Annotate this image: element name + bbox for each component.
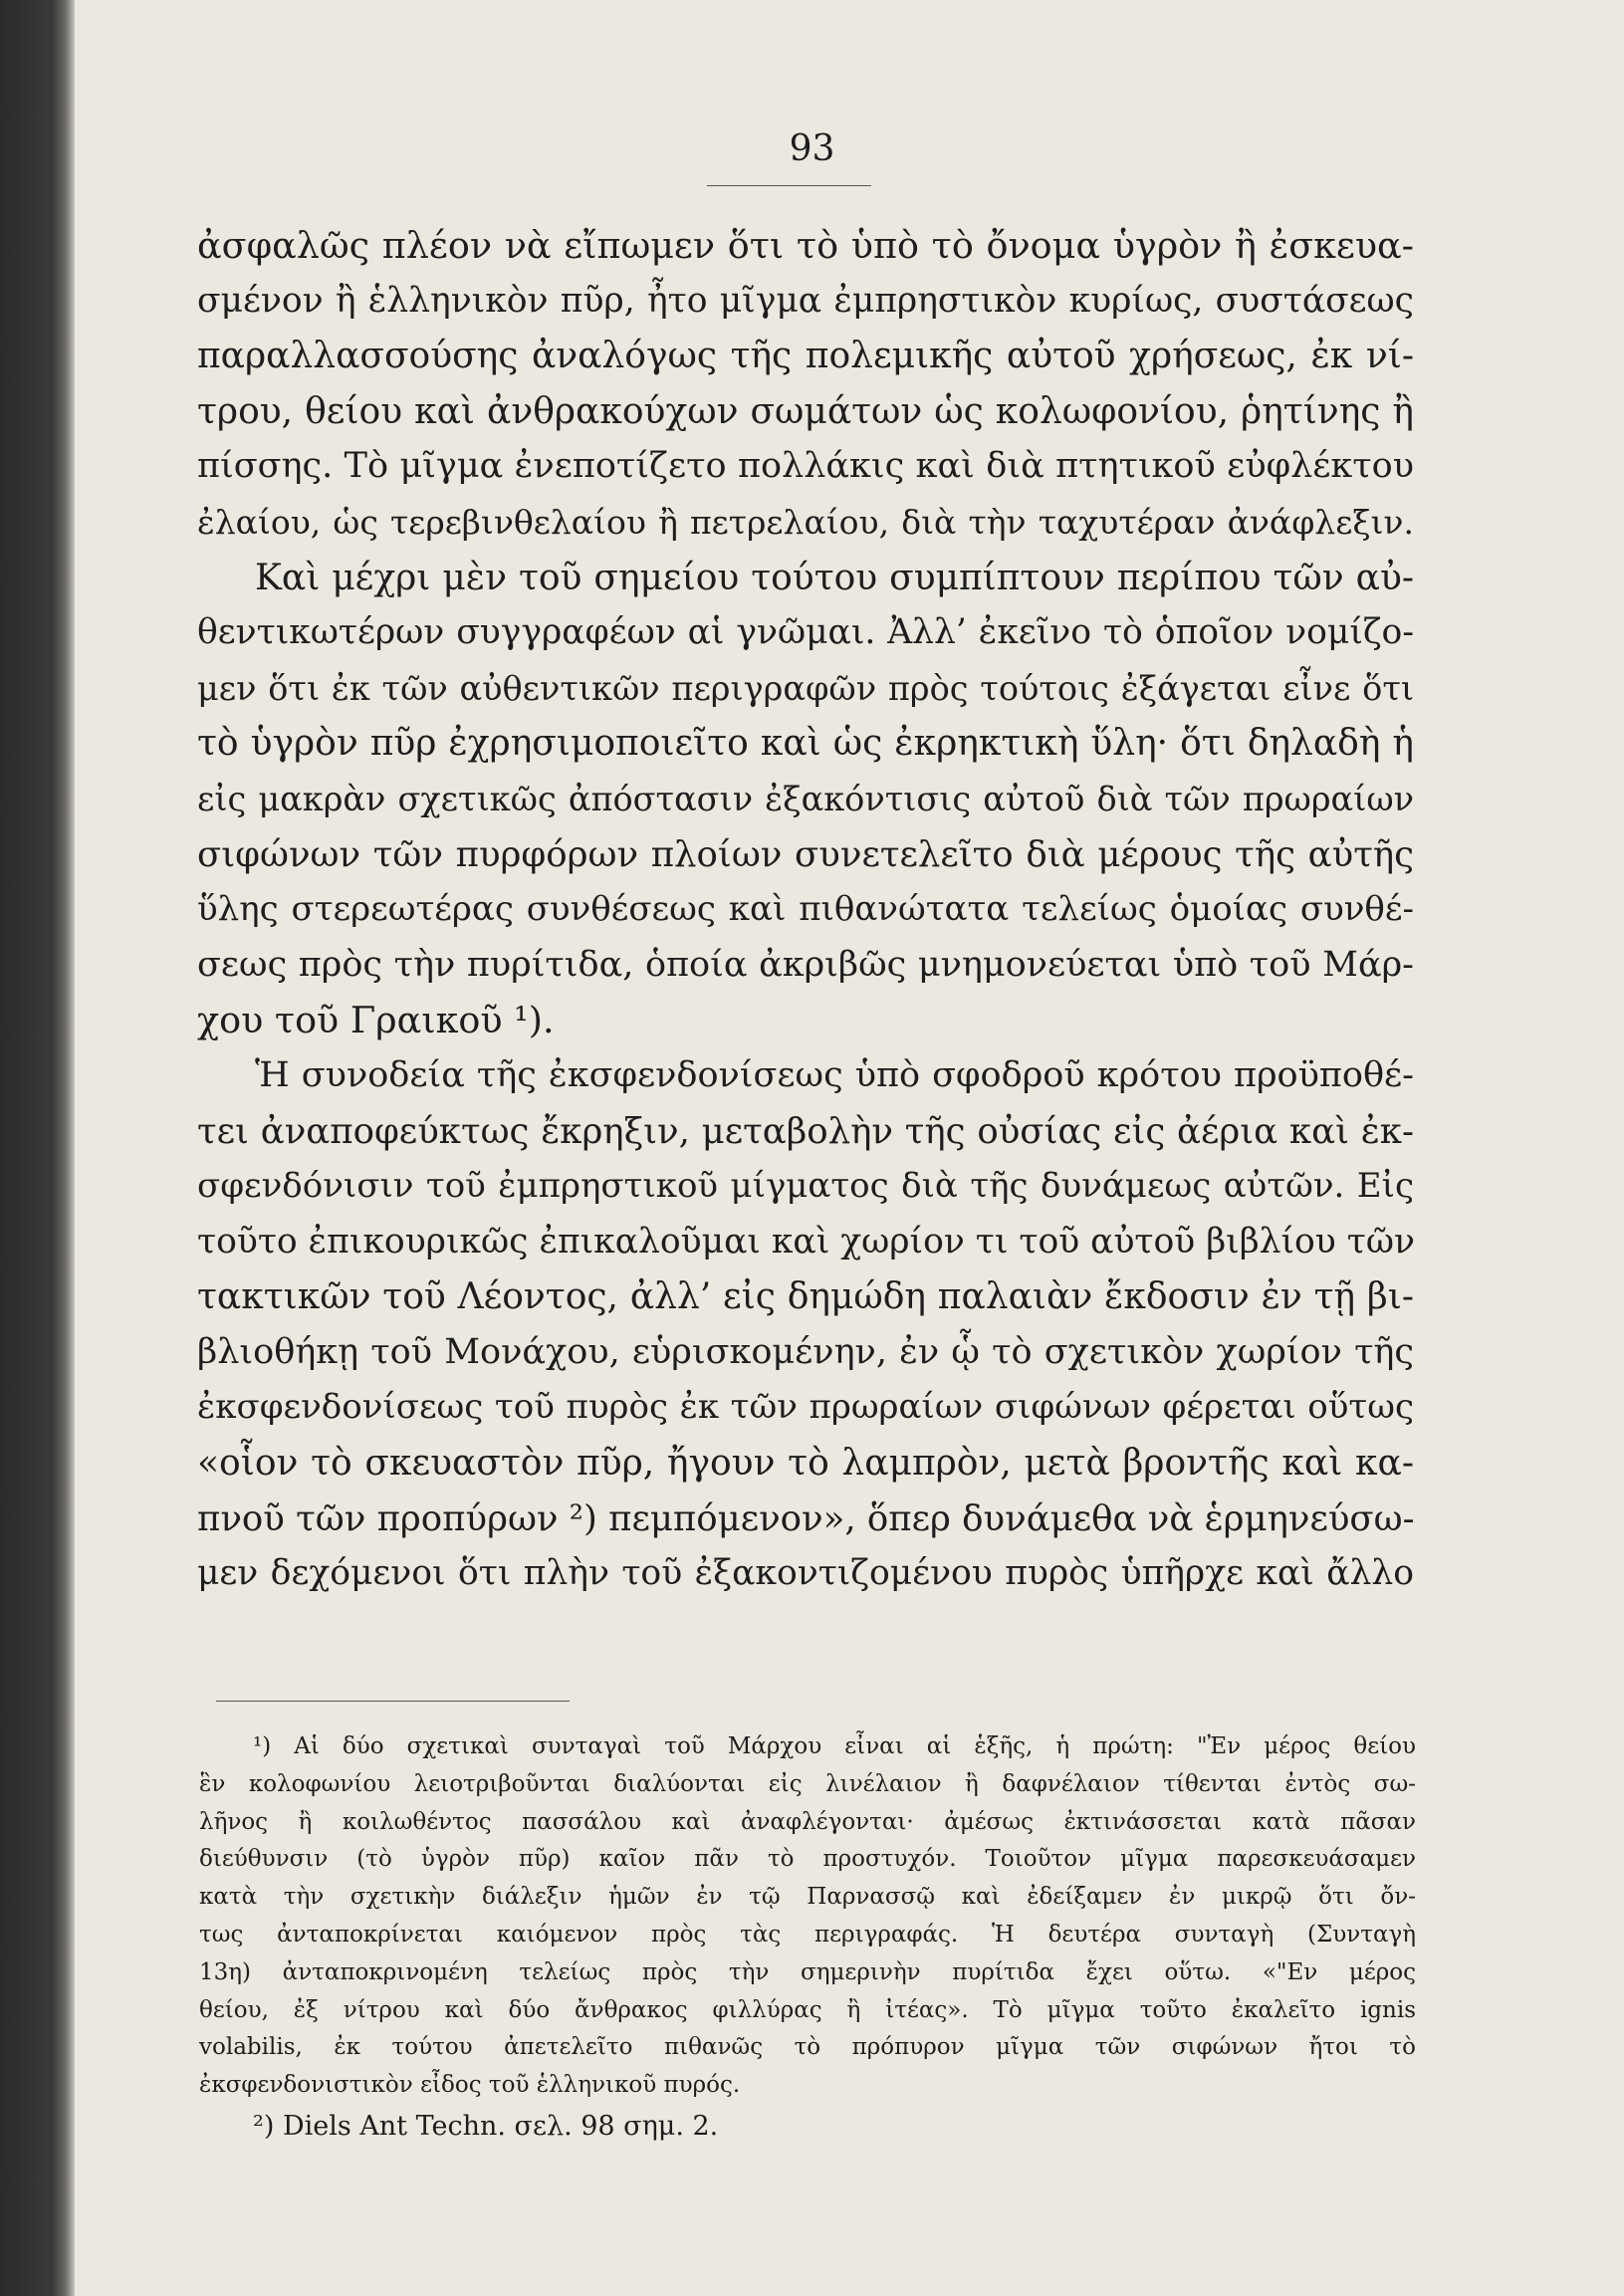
text-line: ἐλαίου, ὡς τερεβινθελαίου ἢ πετρελαίου, διὰ τὴν ταχυτέραν ἀνάφλεξιν.: [197, 502, 1414, 542]
text-line: τακτικῶν τοῦ Λέοντος, ἀλλ’ εἰς δημώδη παλαιὰν ἔκδοσιν ἐν τῇ βι-: [197, 1276, 1414, 1318]
footnote-rule: [216, 1701, 570, 1702]
footnote-1-line: ἓν κολοφωνίου λειοτριβοῦνται διαλύονται εἰς λινέλαιον ἢ δαφνέλαιον τίθενται ἐντὸς σω-: [199, 1770, 1416, 1797]
text-line: σεως πρὸς τὴν πυρίτιδα, ὁποία ἀκριβῶς μνημονεύεται ὑπὸ τοῦ Μάρ-: [197, 944, 1414, 985]
page-number-rule: [707, 185, 871, 186]
main-text: [197, 218, 1414, 1602]
footnote-2: ²) Diels Ant Techn. σελ. 98 σημ. 2.: [253, 2110, 719, 2142]
footnote-1-line: τως ἀνταποκρίνεται καιόμενον πρὸς τὰς περιγραφάς. Ἡ δευτέρα συνταγὴ (Συνταγὴ: [199, 1921, 1416, 1948]
text-line: ἐκσφενδονίσεως τοῦ πυρὸς ἐκ τῶν πρωραίων σιφώνων φέρεται οὕτως: [197, 1387, 1414, 1428]
text-line: παραλλασσούσης ἀναλόγως τῆς πολεμικῆς αὐτοῦ χρήσεως, ἐκ νί-: [197, 336, 1414, 377]
text-line: σμένον ἢ ἑλληνικὸν πῦρ, ἦτο μῖγμα ἐμπρηστικὸν κυρίως, συστάσεως: [197, 280, 1414, 321]
footnote-1-line: λῆνος ἢ κοιλωθέντος πασσάλου καὶ ἀναφλέγονται· ἀμέσως ἐκτινάσσεται κατὰ πᾶσαν: [199, 1808, 1416, 1835]
text-line: ὕλης στερεωτέρας συνθέσεως καὶ πιθανώτατα τελείως ὁμοίας συνθέ-: [197, 889, 1414, 930]
text-line: Ἡ συνοδεία τῆς ἐκσφενδονίσεως ὑπὸ σφοδροῦ κρότου προϋποθέ-: [255, 1054, 1414, 1095]
footnote-1-line: διεύθυνσιν (τὸ ὑγρὸν πῦρ) καῖον πᾶν τὸ προστυχόν. Τοιοῦτον μῖγμα παρεσκευάσαμεν: [199, 1846, 1416, 1873]
text-line: μεν ὅτι ἐκ τῶν αὐθεντικῶν περιγραφῶν πρὸς τούτοις ἐξάγεται εἶνε ὅτι: [197, 668, 1414, 708]
text-line: βλιοθήκῃ τοῦ Μονάχου, εὑρισκομένην, ἐν ᾧ τὸ σχετικὸν χωρίον τῆς: [197, 1331, 1414, 1372]
text-line: σφενδόνισιν τοῦ ἐμπρηστικοῦ μίγματος διὰ τῆς δυνάμεως αὐτῶν. Εἰς: [197, 1166, 1414, 1207]
text-line: τρου, θείου καὶ ἀνθρακούχων σωμάτων ὡς κολωφονίου, ῥητίνης ἢ: [197, 390, 1414, 432]
footnote-1-line: θείου, ἐξ νίτρου καὶ δύο ἄνθρακος φιλλύρας ἢ ἰτέας». Τὸ μῖγμα τοῦτο ἐκαλεῖτο ignis: [199, 1996, 1416, 2023]
text-line: χου τοῦ Γραικοῦ ¹).: [197, 999, 555, 1042]
text-line: πνοῦ τῶν προπύρων ²) πεμπόμενον», ὅπερ δυνάμεθα νὰ ἑρμηνεύσω-: [197, 1497, 1415, 1539]
text-line: Καὶ μέχρι μὲν τοῦ σημείου τούτου συμπίπτουν περίπου τῶν αὐ-: [255, 557, 1414, 598]
footnotes: [199, 1728, 1416, 2149]
footnote-1-line: ¹) Αἱ δύο σχετικαὶ συνταγαὶ τοῦ Μάρχου εἶναι αἱ ἑξῆς, ἡ πρώτη: "Ἐν μέρος θείου: [253, 1733, 1416, 1759]
text-line: σιφώνων τῶν πυρφόρων πλοίων συνετελεῖτο διὰ μέρους τῆς αὐτῆς: [197, 833, 1414, 875]
text-line: θεντικωτέρων συγγραφέων αἱ γνῶμαι. Ἀλλ’ ἐκεῖνο τὸ ὁποῖον νομίζο-: [197, 612, 1414, 653]
text-line: ἀσφαλῶς πλέον νὰ εἴπωμεν ὅτι τὸ ὑπὸ τὸ ὄνομα ὑγρὸν ἢ ἐσκευα-: [197, 224, 1414, 267]
text-line: τει ἀναποφεύκτως ἔκρηξιν, μεταβολὴν τῆς οὐσίας εἰς ἀέρια καὶ ἐκ-: [197, 1110, 1414, 1152]
footnote-1-line: κατὰ τὴν σχετικὴν διάλεξιν ἡμῶν ἐν τῷ Παρνασσῷ καὶ ἐδείξαμεν ἐν μικρῷ ὅτι ὄν-: [199, 1884, 1416, 1911]
footnote-1-line: ἐκσφενδονιστικὸν εἶδος τοῦ ἑλληνικοῦ πυρός.: [199, 2072, 741, 2099]
scan-binding-edge: [0, 0, 75, 2296]
text-line: εἰς μακρὰν σχετικῶς ἀπόστασιν ἐξακόντισις αὐτοῦ διὰ τῶν πρωραίων: [197, 779, 1414, 818]
footnote-1-line: 13η) ἀνταποκρινομένη τελείως πρὸς τὴν σημερινὴν πυρίτιδα ἔχει οὕτω. «"Εν μέρος: [199, 1958, 1416, 1985]
text-line: πίσσης. Τὸ μῖγμα ἐνεποτίζετο πολλάκις καὶ διὰ πτητικοῦ εὐφλέκτου: [197, 446, 1414, 487]
text-line: τοῦτο ἐπικουρικῶς ἐπικαλοῦμαι καὶ χωρίον τι τοῦ αὐτοῦ βιβλίου τῶν: [197, 1221, 1415, 1262]
text-line: τὸ ὑγρὸν πῦρ ἐχρησιμοποιεῖτο καὶ ὡς ἐκρηκτικὴ ὕλη· ὅτι δηλαδὴ ἡ: [197, 723, 1414, 765]
text-line: «οἷον τὸ σκευαστὸν πῦρ, ἤγουν τὸ λαμπρὸν, μετὰ βροντῆς καὶ κα-: [197, 1443, 1414, 1485]
footnote-1-line: volabilis, ἐκ τούτου ἀπετελεῖτο πιθανῶς τὸ πρόπυρον μῖγμα τῶν σιφώνων ἤτοι τὸ: [199, 2034, 1416, 2061]
page-number: 93: [789, 128, 835, 169]
text-line: μεν δεχόμενοι ὅτι πλὴν τοῦ ἐξακοντιζομένου πυρὸς ὑπῆρχε καὶ ἄλλο: [197, 1553, 1414, 1594]
